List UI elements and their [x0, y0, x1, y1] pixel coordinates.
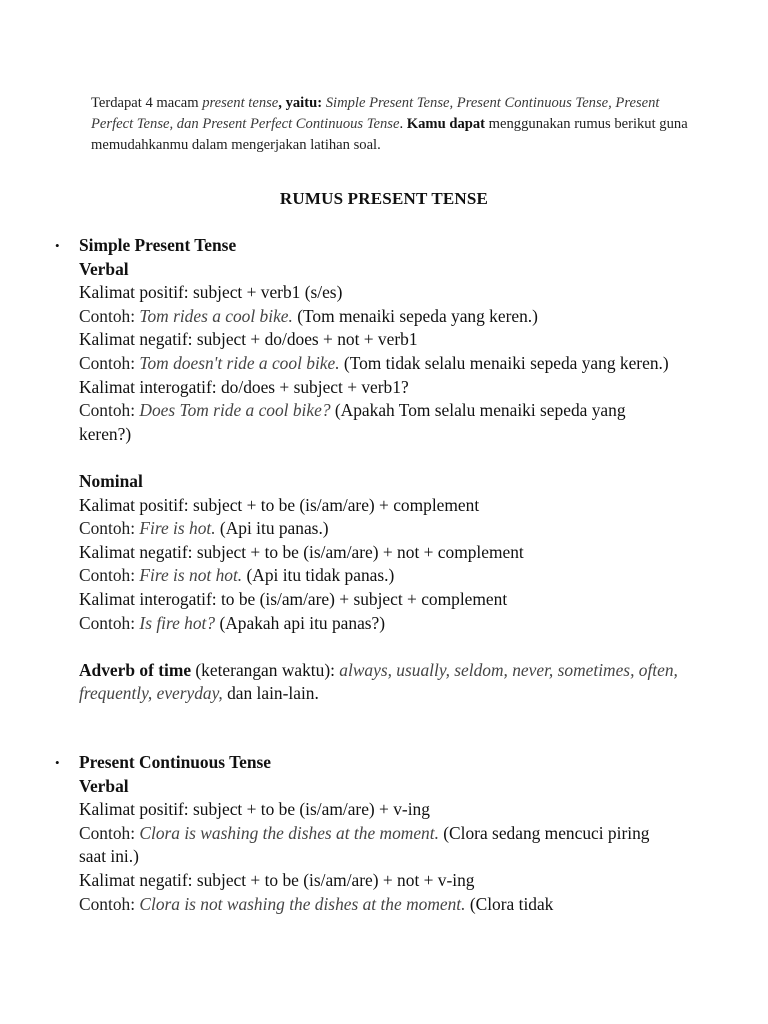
example-line — [79, 893, 679, 917]
adverb-description: (keterangan waktu): — [191, 659, 340, 680]
intro-period: . — [399, 116, 407, 132]
page-heading: RUMUS PRESENT TENSE — [279, 189, 489, 208]
spacer — [79, 635, 679, 659]
example-english: Is fire hot? — [139, 612, 216, 633]
spacer — [79, 446, 679, 470]
example-english: Fire is not hot. — [139, 565, 243, 586]
interrogative-formula: Kalimat interogatif: do/does + subject + verb1? — [79, 376, 409, 397]
verbal-label: Verbal — [79, 258, 129, 279]
example-translation: (Api itu tidak panas.) — [242, 565, 395, 586]
example-line — [79, 305, 679, 329]
adverb-tail: dan lain-lain. — [222, 683, 319, 704]
example-line — [79, 822, 679, 869]
intro-term-present-tense: present tense — [202, 95, 279, 111]
example-english: Tom doesn't ride a cool bike. — [139, 352, 340, 373]
example-translation: (Tom menaiki sepeda yang keren.) — [292, 305, 538, 326]
example-translation: (Clora tidak — [465, 893, 554, 914]
example-label: Contoh: — [79, 305, 140, 326]
section-present-continuous — [55, 751, 679, 916]
example-label: Contoh: — [79, 893, 140, 914]
negative-formula: Kalimat negatif: subject + do/does + not + verb1 — [79, 329, 418, 350]
example-english: Clora is washing the dishes at the moment. — [139, 822, 439, 843]
adverb-of-time — [79, 659, 679, 706]
example-english: Does Tom ride a cool bike? — [139, 400, 331, 421]
intro-tense-list: Simple Present Tense, Present Continuous Tense, Present Perfect Tense, dan Present Perfect Continuous Tense — [91, 95, 660, 132]
intro-kamu-dapat: Kamu dapat — [406, 116, 486, 132]
example-translation: (Api itu panas.) — [215, 518, 329, 539]
example-label: Contoh: — [79, 565, 140, 586]
example-label: Contoh: — [79, 822, 140, 843]
bullet-icon: • — [55, 755, 60, 770]
example-translation: (Clora sedang mencuci piring saat ini.) — [79, 822, 650, 867]
section-title: Simple Present Tense — [79, 235, 237, 255]
example-label: Contoh: — [79, 612, 140, 633]
positive-formula: Kalimat positif: subject + verb1 (s/es) — [79, 282, 343, 303]
verbal-label: Verbal — [79, 775, 129, 796]
example-translation: (Tom tidak selalu menaiki sepeda yang keren.) — [339, 352, 669, 373]
example-english: Clora is not washing the dishes at the moment. — [139, 893, 466, 914]
positive-formula: Kalimat positif: subject + to be (is/am/are) + complement — [79, 494, 480, 515]
example-translation: (Apakah api itu panas?) — [215, 612, 386, 633]
intro-paragraph — [91, 93, 691, 156]
negative-formula: Kalimat negatif: subject + to be (is/am/are) + not + complement — [79, 541, 524, 562]
intro-text-1: Terdapat 4 macam — [91, 95, 203, 111]
example-line — [79, 517, 679, 541]
interrogative-formula: Kalimat interogatif: to be (is/am/are) + subject + complement — [79, 588, 508, 609]
example-translation: (Apakah Tom selalu menaiki sepeda yang keren?) — [79, 400, 626, 444]
example-line — [79, 612, 679, 636]
negative-formula: Kalimat negatif: subject + to be (is/am/are) + not + v-ing — [79, 869, 475, 890]
section-title: Present Continuous Tense — [79, 752, 271, 772]
example-english: Tom rides a cool bike. — [139, 305, 293, 326]
adverb-list: always, usually, seldom, never, sometimes, often, frequently, everyday, — [79, 659, 678, 704]
nominal-label: Nominal — [79, 470, 143, 491]
example-label: Contoh: — [79, 400, 140, 421]
example-line — [79, 564, 679, 588]
example-english: Fire is hot. — [139, 518, 216, 539]
example-line — [79, 352, 679, 376]
positive-formula: Kalimat positif: subject + to be (is/am/are) + v-ing — [79, 799, 430, 820]
example-label: Contoh: — [79, 518, 140, 539]
example-line — [79, 399, 679, 446]
example-label: Contoh: — [79, 352, 140, 373]
bullet-icon: • — [55, 238, 60, 253]
adverb-label: Adverb of time — [79, 659, 192, 680]
intro-text-2: menggunakan rumus berikut guna memudahkanmu dalam mengerjakan latihan soal. — [91, 116, 688, 153]
intro-text-yaitu: , yaitu: — [278, 95, 326, 111]
section-simple-present — [55, 234, 679, 706]
